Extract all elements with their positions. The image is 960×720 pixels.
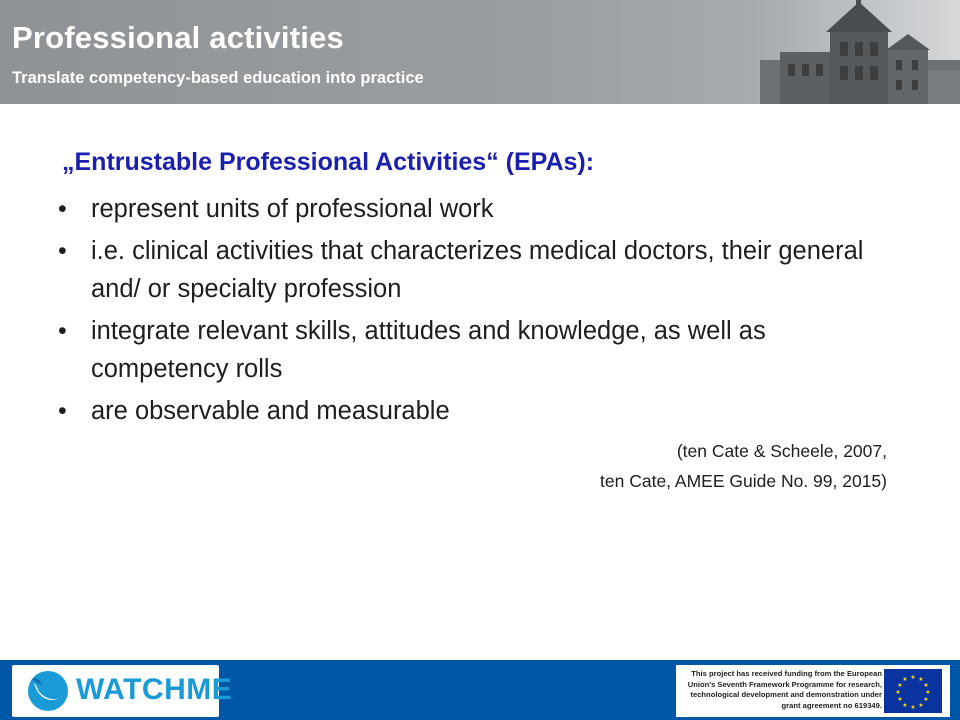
- building-photo-image: [760, 0, 960, 104]
- bullet-list: [58, 190, 918, 434]
- svg-text:★: ★: [897, 682, 903, 689]
- eu-flag-icon: [884, 669, 942, 713]
- svg-text:★: ★: [910, 674, 916, 681]
- bullet-icon: •: [58, 397, 67, 425]
- svg-text:★: ★: [897, 696, 903, 703]
- citation-line-2: ten Cate, AMEE Guide No. 99, 2015): [600, 471, 887, 491]
- list-item: [58, 190, 888, 228]
- svg-text:★: ★: [910, 704, 916, 711]
- bullet-text: i.e. clinical activities that characterizes medical doctors, their general and/ or specialty profession: [91, 237, 864, 303]
- watchme-logo-icon: [26, 669, 70, 713]
- svg-text:★: ★: [923, 696, 929, 703]
- logo-text: WATCHME: [76, 673, 233, 706]
- svg-text:★: ★: [918, 702, 924, 709]
- svg-text:★: ★: [918, 676, 924, 683]
- funding-text: This project has received funding from the European Union's Seventh Framework Programme for research, technological development and demonstration under grant agreement no 619349.: [687, 669, 882, 710]
- bullet-icon: •: [58, 195, 67, 223]
- list-item: [58, 232, 888, 308]
- bullet-icon: •: [58, 317, 67, 345]
- bullet-text: integrate relevant skills, attitudes and knowledge, as well as competency rolls: [91, 317, 766, 383]
- svg-text:★: ★: [925, 689, 931, 696]
- svg-text:★: ★: [902, 676, 908, 683]
- citation-line-1: (ten Cate & Scheele, 2007,: [676, 441, 887, 461]
- svg-text:★: ★: [902, 702, 908, 709]
- funding-notice: [676, 665, 950, 717]
- svg-text:★: ★: [923, 682, 929, 689]
- bullet-icon: •: [58, 237, 67, 265]
- watchme-logo: [12, 665, 233, 717]
- bullet-text: represent units of professional work: [91, 195, 494, 223]
- header-band: [0, 0, 960, 104]
- list-item: [58, 392, 888, 430]
- list-item: [58, 312, 888, 388]
- page-subtitle: Translate competency-based education into practice: [12, 69, 424, 87]
- epa-heading: „Entrustable Professional Activities“ (EPAs):: [62, 148, 595, 176]
- bullet-text: are observable and measurable: [91, 397, 450, 425]
- svg-text:★: ★: [895, 689, 901, 696]
- page-title: Professional activities: [12, 20, 344, 55]
